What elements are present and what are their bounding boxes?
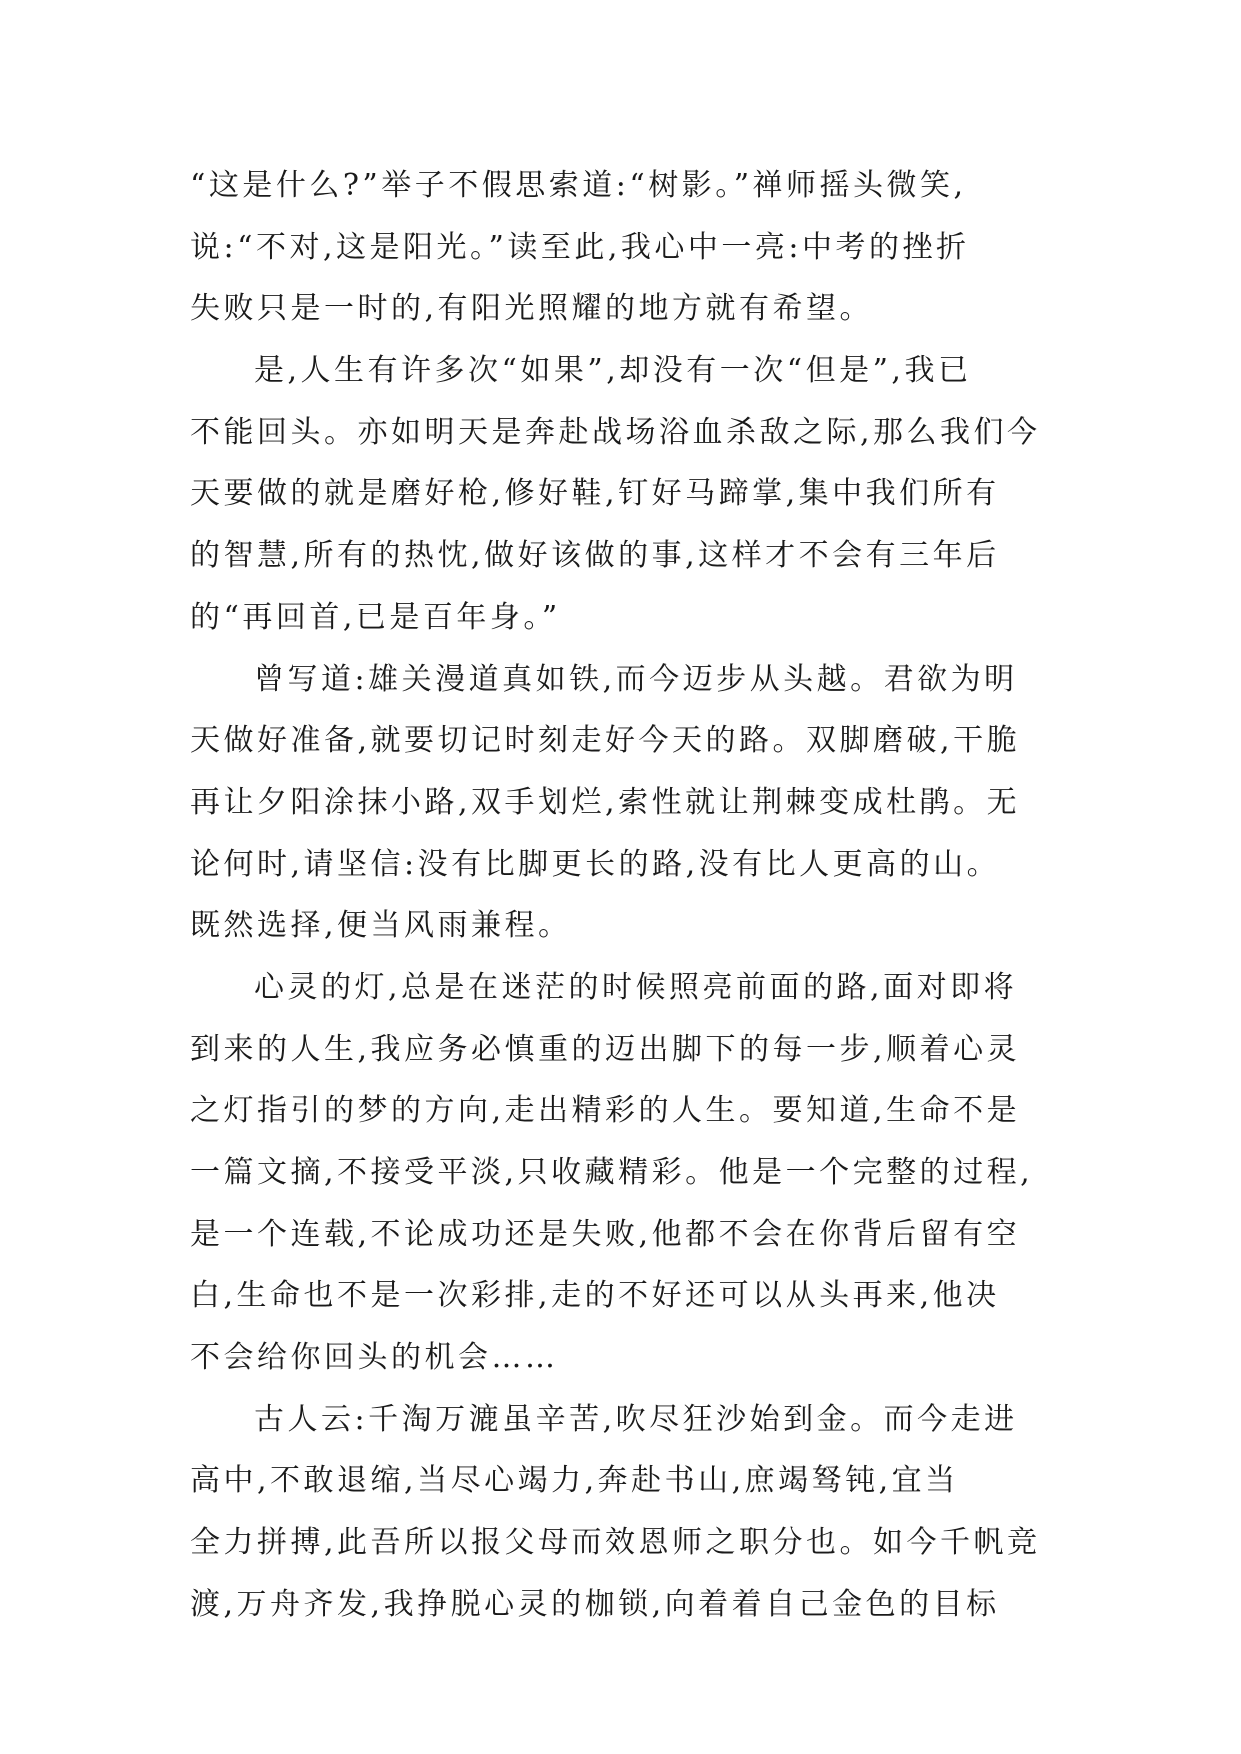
text-line: 失败只是一时的,有阳光照耀的地方就有希望。 [190,291,874,327]
text-line: 不能回头。亦如明天是奔赴战场浴血杀敌之际,那么我们今 [190,414,1041,450]
text-line: 白,生命也不是一次彩排,走的不好还可以从头再来,他决 [190,1278,1000,1314]
text-line: 是一个连载,不论成功还是失败,他都不会在你背后留有空 [190,1216,1021,1252]
text-line: 全力拼搏,此吾所以报父母而效恩师之职分也。如今千帆竞 [190,1525,1041,1561]
text-line: 论何时,请坚信:没有比脚更长的路,没有比人更高的山。 [190,846,1001,882]
paragraph-first-line: 古人云:千淘万漉虽辛苦,吹尽狂沙始到金。而今走进 [254,1401,1018,1437]
text-line: 高中,不敢退缩,当尽心竭力,奔赴书山,庶竭驽钝,宜当 [190,1463,959,1499]
text-line: 既然选择,便当风雨兼程。 [190,908,572,944]
paragraph-first-line: 心灵的灯,总是在迷茫的时候照亮前面的路,面对即将 [254,969,1018,1005]
text-line: 的“再回首,已是百年身。” [190,599,561,635]
text-line: 到来的人生,我应务必慎重的迈出脚下的每一步,顺着心灵 [190,1031,1021,1067]
text-line: 不会给你回头的机会…… [190,1340,559,1376]
essay-body [190,155,1070,1636]
text-line: 一篇文摘,不接受平淡,只收藏精彩。他是一个完整的过程, [190,1155,1034,1190]
text-line: 天做好准备,就要切记时刻走好今天的路。双脚磨破,干脆 [190,723,1021,759]
paragraph-first-line: 曾写道:雄关漫道真如铁,而今迈步从头越。君欲为明 [254,661,1018,697]
text-line: 天要做的就是磨好枪,修好鞋,钉好马蹄掌,集中我们所有 [190,476,1000,512]
text-line: 渡,万舟齐发,我挣脱心灵的枷锁,向着着自己金色的目标 [190,1586,1000,1622]
text-line: 说:“不对,这是阳光。”读至此,我心中一亮:中考的挫折 [190,229,970,265]
paragraph-first-line: 是,人生有许多次“如果”,却没有一次“但是”,我已 [254,353,972,389]
text-line: 再让夕阳涂抹小路,双手划烂,索性就让荆棘变成杜鹃。无 [190,784,1021,820]
text-line: 之灯指引的梦的方向,走出精彩的人生。要知道,生命不是 [190,1093,1021,1129]
text-line: 的智慧,所有的热忱,做好该做的事,这样才不会有三年后 [190,538,1000,574]
text-line: “这是什么?”举子不假思索道:“树影。”禅师摇头微笑, [190,168,967,203]
